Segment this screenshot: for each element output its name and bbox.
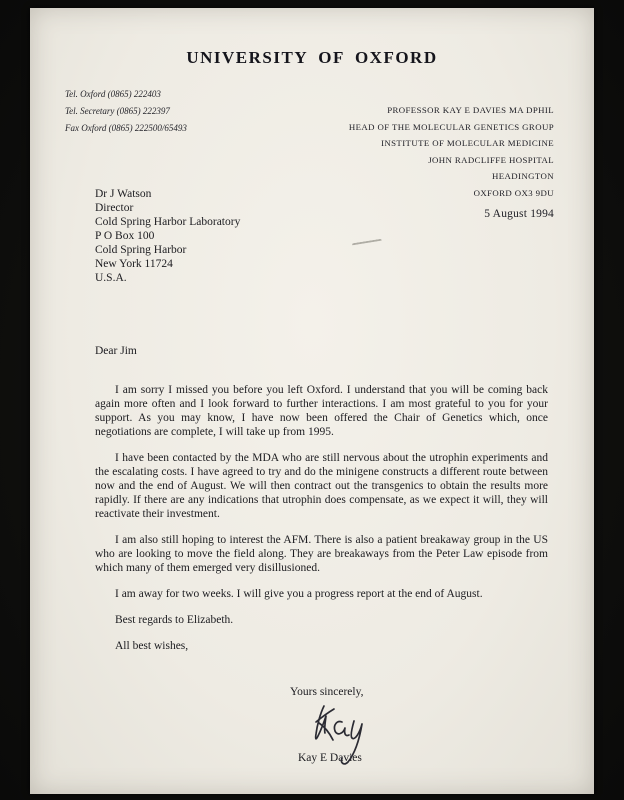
letter-page	[30, 8, 594, 794]
letterhead-block	[349, 102, 554, 223]
body-paragraph: Best regards to Elizabeth.	[115, 614, 234, 626]
salutation: Dear Jim	[95, 345, 137, 357]
body-paragraph: I am also still hoping to interest the AFM. There is also a patient breakaway group in the US who are looking to move the field along. They are breakaways from the Peter Law episode from which many of them emerged very disillusioned.	[95, 534, 548, 574]
recipient-address-block	[95, 187, 240, 285]
tel-oxford-line: Tel. Oxford (0865) 222403	[65, 89, 161, 99]
body-paragraph: All best wishes,	[115, 640, 189, 652]
typed-signature-name: Kay E Davies	[298, 752, 362, 764]
recipient-country: U.S.A.	[95, 272, 127, 284]
letterhead-hospital-line: JOHN RADCLIFFE HOSPITAL	[428, 154, 554, 165]
letter-date: 5 August 1994	[484, 208, 554, 220]
recipient-title: Director	[95, 202, 134, 214]
recipient-pobox: P O Box 100	[95, 230, 155, 242]
letterhead-group-line: HEAD OF THE MOLECULAR GENETICS GROUP	[348, 121, 554, 132]
fax-oxford-line: Fax Oxford (0865) 222500/65493	[65, 123, 187, 133]
letterhead-institute-line: INSTITUTE OF MOLECULAR MEDICINE	[381, 138, 554, 148]
pencil-mark	[352, 239, 382, 248]
tel-secretary-line: Tel. Secretary (0865) 222397	[65, 106, 170, 116]
letterhead-headington-line: HEADINGTON	[492, 171, 554, 181]
recipient-organization: Cold Spring Harbor Laboratory	[95, 216, 241, 228]
letterhead-postcode-line: OXFORD OX3 9DU	[473, 187, 554, 198]
recipient-name: Dr J Watson	[95, 188, 152, 200]
university-title: UNIVERSITY OF OXFORD	[186, 48, 438, 67]
letterhead-professor-line: PROFESSOR KAY E DAVIES MA DPHIL	[387, 105, 554, 115]
recipient-state-zip: New York 11724	[95, 258, 173, 270]
closing-line: Yours sincerely,	[290, 686, 364, 698]
body-paragraph: I am away for two weeks. I will give you a progress report at the end of August.	[115, 588, 483, 600]
recipient-city: Cold Spring Harbor	[95, 244, 187, 256]
body-paragraph: I have been contacted by the MDA who are still nervous about the utrophin experiments and the escalating costs. I have agreed to try and do the minigene constructs a different route between now and the end of August. We will then contract out the transgenics to obtain the results more rapidly. If there are any indications that utrophin does compensate, as we expect it will, they will reactivate their investment.	[95, 452, 548, 520]
letter-body	[95, 383, 548, 665]
contact-info-block	[65, 86, 187, 137]
body-paragraph: I am sorry I missed you before you left Oxford. I understand that you will be coming back again more often and I look forward to further interactions. I am most grateful to you for your support. As you may know, I have now been offered the Chair of Genetics which, once negotiations are complete, I will take up from 1995.	[95, 384, 548, 438]
